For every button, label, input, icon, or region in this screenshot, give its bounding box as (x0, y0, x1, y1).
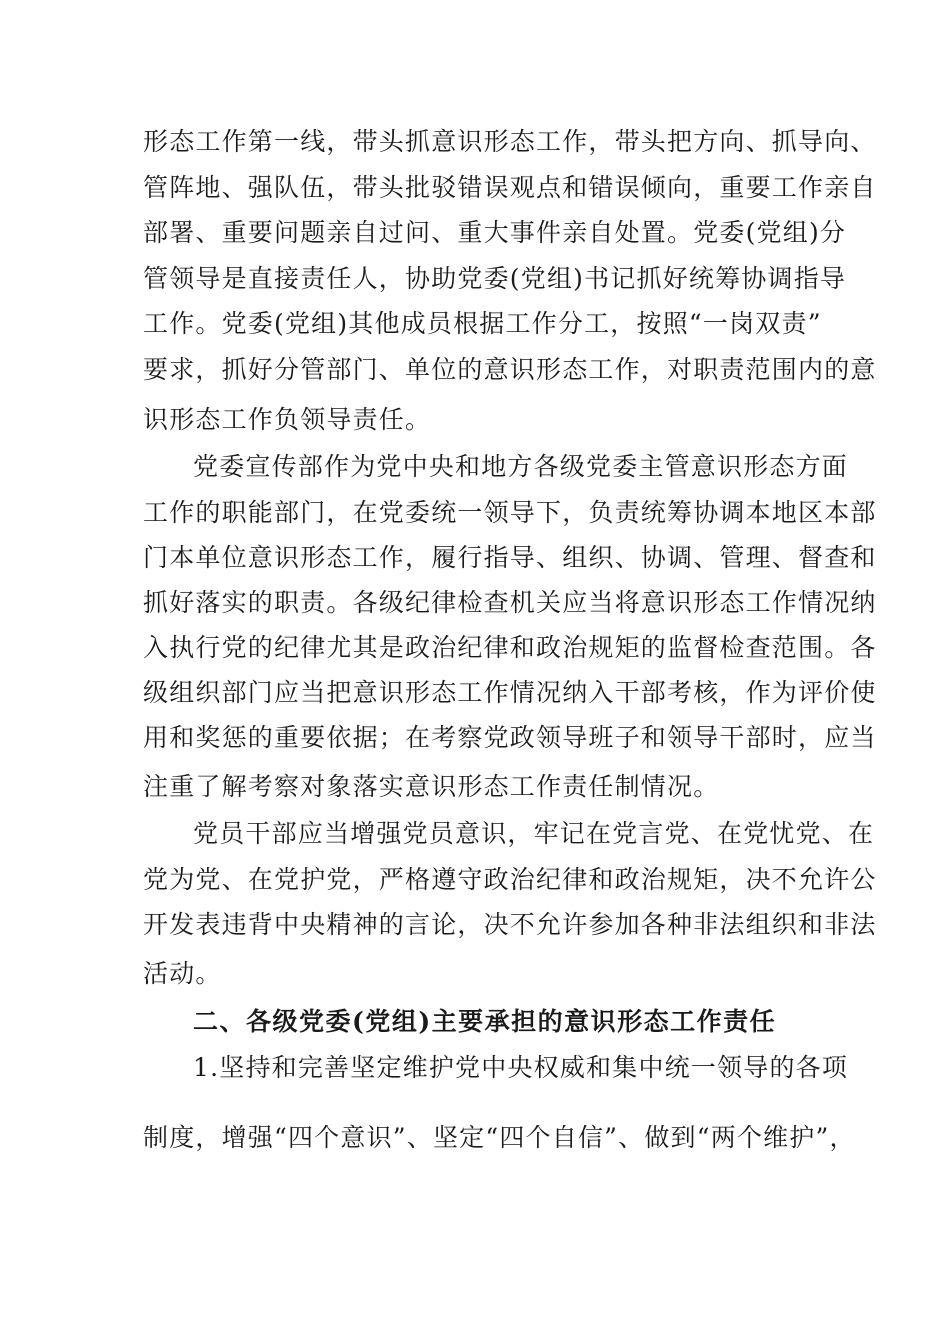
paragraph-line: 党为党、在党护党，严格遵守政治纪律和政治规矩，决不允许公 (143, 865, 877, 894)
paragraph-line: 注重了解考察对象落实意识形态工作责任制情况。 (143, 772, 720, 801)
paragraph-line: 抓好落实的职责。各级纪律检查机关应当将意识形态工作情况纳 (143, 588, 877, 617)
section-heading: 二、各级党委(党组)主要承担的意识形态工作责任 (193, 1007, 777, 1036)
paragraph-line: 用和奖惩的重要依据；在考察党政领导班子和领导干部时，应当 (143, 723, 877, 752)
paragraph-line: 党委宣传部作为党中央和地方各级党委主管意识形态方面 (193, 452, 849, 481)
paragraph-line: 开发表违背中央精神的言论，决不允许参加各种非法组织和非法 (143, 910, 877, 939)
paragraph-line: 管领导是直接责任人，协助党委(党组)书记抓好统筹协调指导 (143, 264, 847, 293)
paragraph-line: 党员干部应当增强党员意识，牢记在党言党、在党忧党、在 (193, 819, 875, 848)
paragraph-line: 级组织部门应当把意识形态工作情况纳入干部考核，作为评价使 (143, 678, 877, 707)
paragraph-line: 部署、重要问题亲自过问、重大事件亲自处置。党委(党组)分 (143, 218, 847, 247)
paragraph-line: 入执行党的纪律尤其是政治纪律和政治规矩的监督检查范围。各 (143, 633, 877, 662)
paragraph-line: 管阵地、强队伍，带头批驳错误观点和错误倾向，重要工作亲自 (143, 173, 877, 202)
paragraph-line: 形态工作第一线，带头抓意识形态工作，带头把方向、抓导向、 (143, 127, 877, 156)
paragraph-line: 工作。党委(党组)其他成员根据工作分工，按照“一岗双责” (143, 309, 822, 338)
paragraph-line: 要求，抓好分管部门、单位的意识形态工作，对职责范围内的意 (143, 355, 877, 384)
paragraph-line: 活动。 (143, 959, 222, 988)
paragraph-line: 制度，增强“四个意识”、坚定“四个自信”、做到“两个维护”， (143, 1123, 856, 1152)
paragraph-line: 识形态工作负领导责任。 (143, 405, 432, 434)
paragraph-line: 工作的职能部门，在党委统一领导下，负责统筹协调本地区本部 (143, 498, 877, 527)
paragraph-line: 门本单位意识形态工作，履行指导、组织、协调、管理、督查和 (143, 543, 877, 572)
paragraph-line: 1.坚持和完善坚定维护党中央权威和集中统一领导的各项 (193, 1053, 849, 1082)
